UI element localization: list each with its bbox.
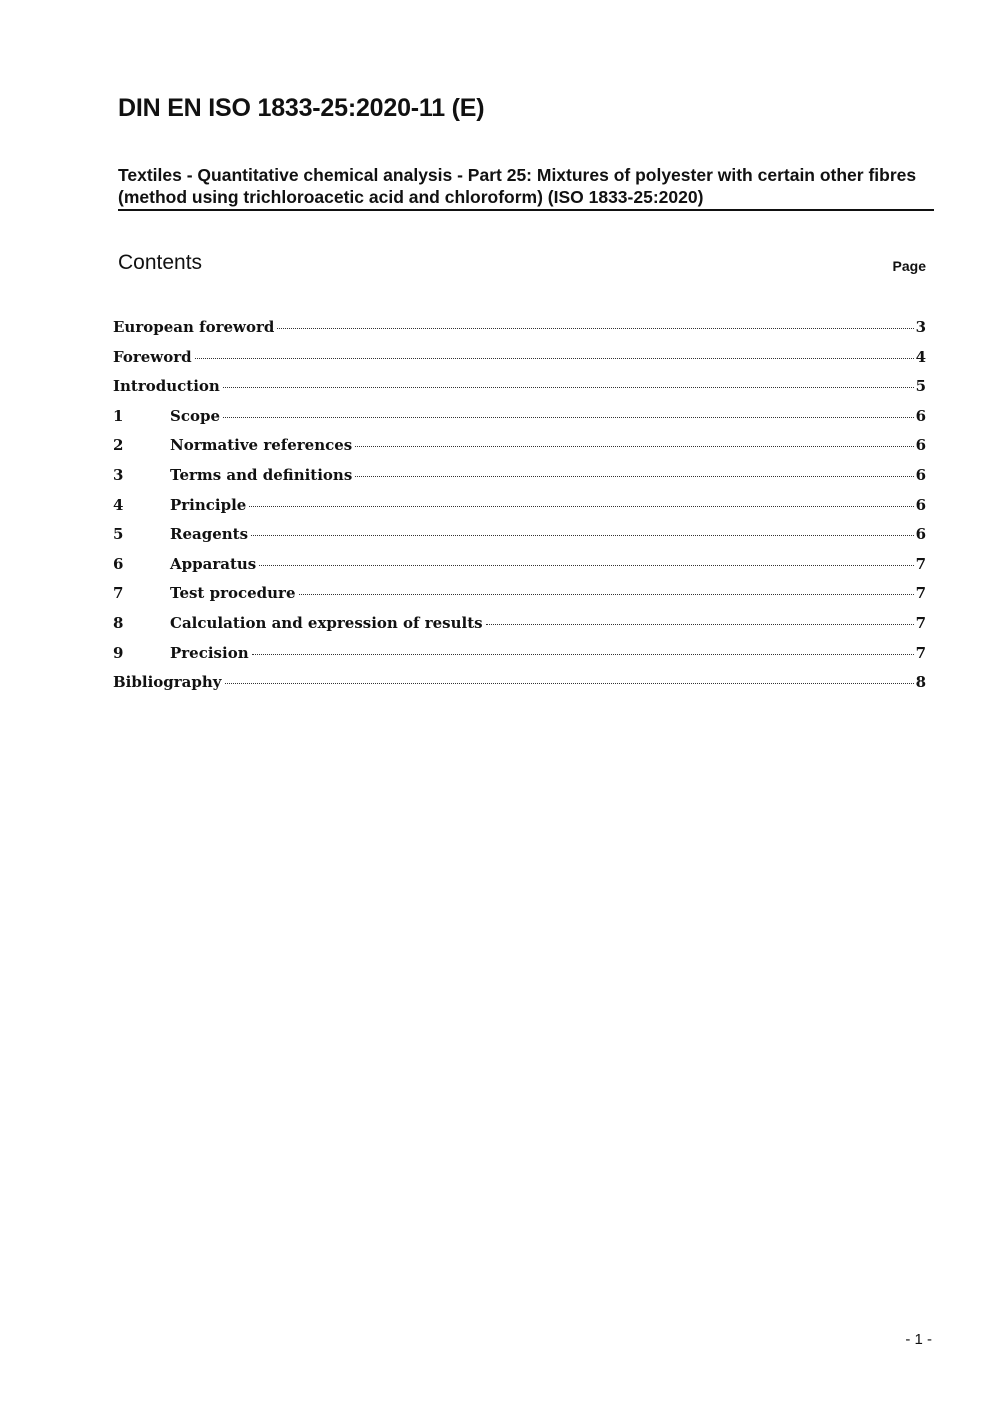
dot-leader	[195, 358, 914, 359]
dot-leader	[251, 535, 914, 536]
toc-entry-page: 6	[915, 525, 926, 544]
toc-entry-scope[interactable]	[113, 407, 926, 437]
toc-entry-introduction[interactable]	[113, 377, 926, 407]
toc-entry-apparatus[interactable]	[113, 555, 926, 585]
toc-entry-number: 7	[113, 584, 124, 603]
footer-page-number: - 1 -	[905, 1331, 932, 1348]
contents-heading: Contents	[118, 251, 203, 274]
toc-entry-calculation-and-expression-of-results[interactable]	[113, 614, 926, 644]
toc-entry-number: 1	[113, 406, 124, 425]
toc-entry-title: Foreword	[113, 347, 192, 366]
toc-entry-title: Test procedure	[170, 584, 296, 603]
toc-entry-page: 7	[915, 643, 926, 662]
toc-entry-european-foreword[interactable]	[113, 318, 926, 348]
toc-entry-page: 3	[915, 318, 926, 336]
toc-entry-title: Principle	[170, 495, 247, 514]
toc-entry-page: 7	[915, 554, 926, 573]
toc-entry-page: 5	[915, 377, 926, 396]
dot-leader	[277, 328, 913, 329]
toc-entry-page: 7	[915, 613, 926, 632]
toc-entry-number: 2	[113, 436, 124, 455]
toc-entry-number: 4	[113, 495, 124, 514]
toc-entry-page: 6	[915, 406, 926, 425]
toc-entry-number: 9	[113, 643, 124, 662]
toc-entry-title: European foreword	[113, 318, 275, 336]
table-of-contents	[113, 318, 926, 703]
toc-entry-number: 8	[113, 613, 124, 632]
dot-leader	[249, 506, 913, 507]
dot-leader	[355, 476, 913, 477]
dot-leader	[355, 446, 913, 447]
dot-leader	[252, 654, 914, 655]
toc-entry-number: 5	[113, 525, 124, 544]
toc-entry-title: Terms and definitions	[170, 465, 353, 484]
dot-leader	[486, 624, 914, 625]
toc-entry-page: 4	[915, 347, 926, 366]
toc-entry-title: Bibliography	[113, 673, 222, 692]
toc-entry-normative-references[interactable]	[113, 436, 926, 466]
dot-leader	[223, 387, 914, 388]
toc-entry-foreword[interactable]	[113, 348, 926, 378]
toc-entry-reagents[interactable]	[113, 525, 926, 555]
toc-entry-title: Normative references	[170, 436, 353, 455]
dot-leader	[299, 594, 914, 595]
toc-entry-title: Precision	[170, 643, 249, 662]
toc-entry-precision[interactable]	[113, 644, 926, 674]
toc-entry-title: Introduction	[113, 377, 220, 396]
document-title: DIN EN ISO 1833-25:2020-11 (E)	[118, 94, 485, 122]
toc-entry-test-procedure[interactable]	[113, 584, 926, 614]
toc-entry-title: Reagents	[170, 525, 249, 544]
page-column-label: Page	[892, 258, 926, 274]
toc-entry-bibliography[interactable]	[113, 673, 926, 703]
toc-entry-principle[interactable]	[113, 496, 926, 526]
toc-entry-title: Calculation and expression of results	[170, 613, 483, 632]
toc-entry-title: Scope	[170, 406, 221, 425]
toc-entry-terms-and-definitions[interactable]	[113, 466, 926, 496]
toc-entry-page: 7	[915, 584, 926, 603]
document-subtitle: Textiles - Quantitative chemical analysis - Part 25: Mixtures of polyester with certain other fibres (method using trichloroacetic acid and chloroform) (ISO 1833-25:2020)	[118, 164, 934, 211]
dot-leader	[223, 417, 914, 418]
toc-entry-page: 6	[915, 436, 926, 455]
toc-entry-title: Apparatus	[170, 554, 257, 573]
dot-leader	[225, 683, 914, 684]
toc-entry-number: 3	[113, 465, 124, 484]
toc-entry-page: 8	[915, 673, 926, 692]
toc-entry-page: 6	[915, 495, 926, 514]
toc-entry-page: 6	[915, 465, 926, 484]
dot-leader	[259, 565, 913, 566]
toc-entry-number: 6	[113, 554, 124, 573]
